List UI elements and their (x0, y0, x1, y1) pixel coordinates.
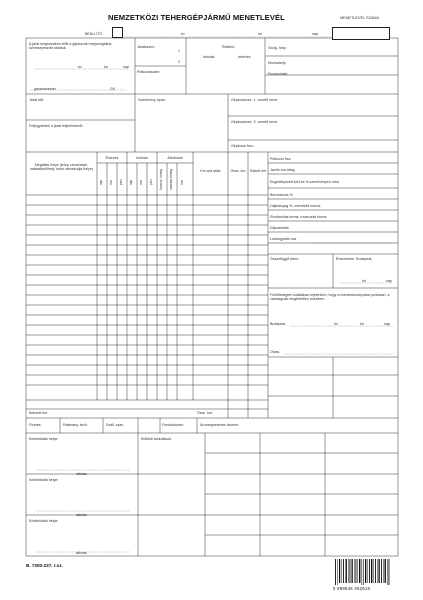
erkezes-ora: óra (109, 180, 113, 185)
szerelveny-tipus-label: Szerelvény típus: (138, 98, 166, 102)
rp-row2: Javító óra átlag (270, 168, 295, 172)
kozbeiktato1-label: Közbeiktató helye: (29, 437, 59, 441)
indulas-nap: nap (129, 179, 133, 185)
form-title: NEMZETKÖZI TEHERGÉPJÁRMŰ MENETLEVÉL (108, 13, 285, 22)
rp-ho2: hó (360, 322, 364, 326)
inspection-nap: nap (123, 65, 129, 69)
gepkocsivezeto1-label: Gépkocsivez. 1. vezető neve: (231, 98, 278, 102)
rp-row7: Díjszámítás (270, 226, 289, 230)
header-ev: év (181, 32, 185, 36)
alairas2-label: aláírás (76, 513, 87, 517)
kulfoldi-tankolas-label: Külföldi tankolások: (141, 437, 172, 441)
osszefuggo-label: Összefüggő ütem: (270, 257, 300, 261)
rp-ho: hó (362, 279, 366, 283)
alairas3-label: aláírás (76, 551, 87, 555)
erkezes-header: Érkezés (105, 156, 119, 160)
barcode-number: 5 999546 452618 (333, 586, 371, 591)
erkezes-perc: perc (119, 178, 123, 185)
fordulaszam-label: Fordulószám: (162, 423, 184, 427)
beallito-label: BEÁLLÍTÓ (85, 32, 103, 36)
garazsmester-label: garázsmester (34, 87, 56, 91)
erkezes-budapest: Érkezésére, Budapest, (336, 257, 373, 261)
rp-nap: nap (386, 279, 392, 283)
erkezes-nap: nap (99, 179, 103, 185)
gepkocsi-frsz-label: Gépkocsi frsz.: (231, 144, 255, 148)
rakott-km-header: Rakott km (249, 169, 267, 173)
jarat-num-1: 1 (178, 49, 180, 53)
sheet-number-label: MENETLEVÉL SZÁMA (340, 16, 380, 20)
rakomany-tech-label: Rakmány. tech. (63, 423, 88, 427)
rp-row8: Leadógyártó óra (270, 237, 297, 241)
rp-row1: Pótkocsi frsz: (270, 157, 292, 161)
inspection-ev: év (78, 65, 82, 69)
relacio-indulas: indulás (203, 55, 215, 59)
ossz-km-header: Össz. km (230, 169, 246, 173)
inspection-note: A járat megkezdése előtt a gépkocsit megvizsgáltuk, üzemképesnek találtuk. (29, 42, 113, 51)
rp-row3: Engedélyezett köd és % szerelvényen mód (270, 180, 339, 184)
befutott-km-label: Befutott km: (29, 411, 49, 415)
megallas-hely-header: Megállás helye (telep városhelye, határátkelőhely, lerkó városkódja helye) (29, 163, 94, 172)
szolg-hely-label: Szolg. hely: (268, 46, 287, 50)
jarat-ido-label: Járat idő: (29, 98, 44, 102)
jaratszam-label: Járatszám: (137, 45, 155, 49)
kozbeiktato3-label: Közbeiktató helye: (29, 519, 59, 523)
inspection-ho: hó (104, 65, 108, 69)
rp-row5: Hajtóanyag %, menetidő norma (270, 204, 321, 208)
feljegyzesek-label: Feljegyzések a járat teljesítéséről: (29, 124, 84, 128)
rp-ev2: év (334, 322, 338, 326)
jarat-num-2: 2 (178, 60, 180, 64)
atkozott-header: Áttolódott (167, 156, 183, 160)
budapest-label: Budapest, (270, 322, 287, 326)
indulas-ora: óra (139, 180, 143, 185)
rp-row4: Bérmotoros % (270, 193, 293, 197)
szall-szav-label: Száll. szav. (106, 423, 124, 427)
rp-row6: Elszámolás forma, fuvarozás forma (270, 215, 327, 219)
relacio-label: Reláció: (222, 45, 235, 49)
km-ora-allas-header: Km-óra állás (200, 169, 221, 173)
alairas1-label: aláírás (76, 472, 87, 476)
form-code: B. 7300-237. r.sz. (26, 563, 63, 568)
fuvaroztato-label: Fuvaroztató: (268, 72, 288, 76)
rakodas-tomeg-header: rakodás tömeg (169, 168, 173, 190)
fuvar-tomeg-header: fuvaroz. tömeg (159, 168, 163, 190)
gk-label: GK (110, 87, 116, 91)
potkocsiszam-label: Pótkocsiszám: (137, 70, 161, 74)
fizetes-label: Fizetés: (29, 423, 42, 427)
ossz-km-total-label: Össz. km: (197, 411, 213, 415)
atkozott-ora: óra (180, 180, 184, 185)
kozbeiktato2-label: Közbeiktató helye: (29, 478, 59, 482)
rp-nap2: nap (384, 322, 390, 326)
indulas-header: Indulás (136, 156, 148, 160)
gepkocsivezeto2-label: Gépkocsivez. 2. vezető neve: (231, 120, 278, 124)
munkahely-label: Munkahely: (268, 61, 287, 65)
indulas-perc: perc (149, 178, 153, 185)
arumegnevezes-label: Árumegnevezés árumin: (200, 423, 239, 427)
relacio-erkezes: érkezés (238, 55, 251, 59)
header-ho: hó (258, 32, 262, 36)
header-nap: nap (312, 32, 318, 36)
felelosseg-nyilatkozat: Felelősségem tudatában kijelentem, hogy a menetokmányokat pontosan, a valóságnak megfelelően vezettem. (270, 293, 390, 302)
olvas-label: Olvas. (270, 350, 281, 354)
